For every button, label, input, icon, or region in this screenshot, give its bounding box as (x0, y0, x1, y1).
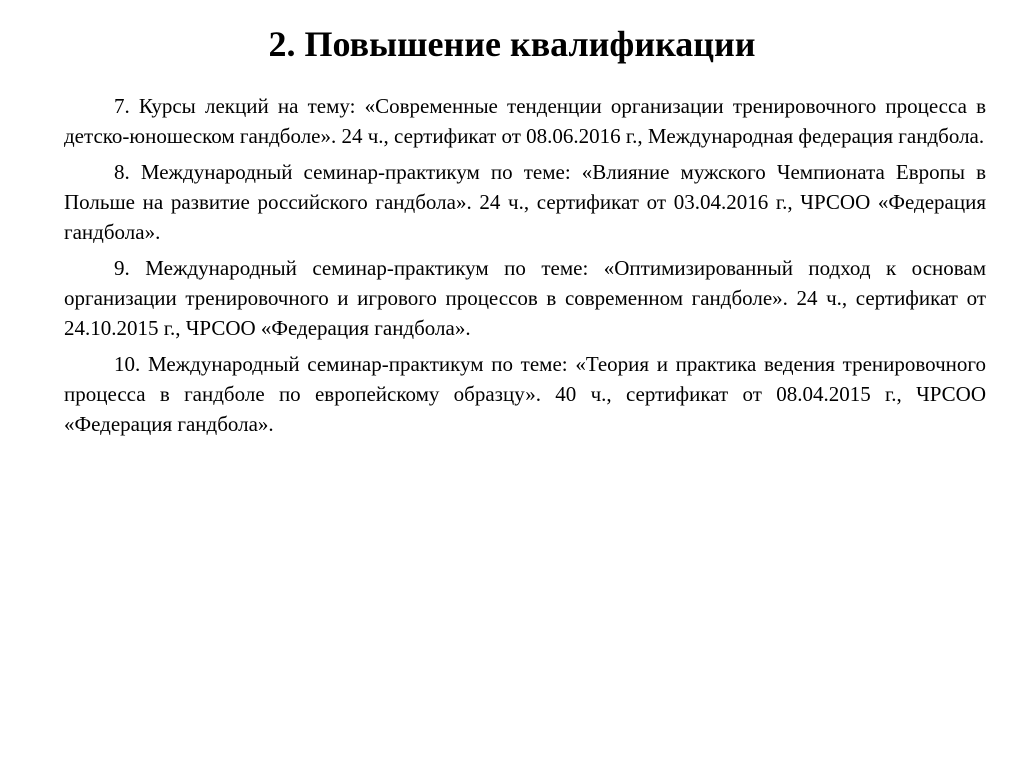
slide-title: 2. Повышение квалификации (268, 24, 756, 64)
qualification-list (64, 91, 986, 445)
list-item: 8. Международный семинар-практикум по теме: «Влияние мужского Чемпионата Европы в Польше на развитие российского гандбола». 24 ч., сертификат от 03.04.2016 г., ЧРСОО «Федерация гандбола». (64, 160, 986, 244)
list-item: 10. Международный семинар-практикум по теме: «Теория и практика ведения тренировочного процесса в гандболе по европейскому образцу». 40 ч., сертификат от 08.04.2015 г., ЧРСОО «Федерация гандбола». (64, 352, 986, 436)
list-item: 9. Международный семинар-практикум по теме: «Оптимизированный подход к основам организации тренировочного и игрового процессов в современном гандболе». 24 ч., сертификат от 24.10.2015 г., ЧРСОО «Федерация гандбола». (64, 256, 986, 340)
list-item: 7. Курсы лекций на тему: «Современные тенденции организации тренировочного процесса в детско-юношеском гандболе». 24 ч., сертификат от 08.06.2016 г., Международная федерация гандбола. (64, 94, 986, 148)
